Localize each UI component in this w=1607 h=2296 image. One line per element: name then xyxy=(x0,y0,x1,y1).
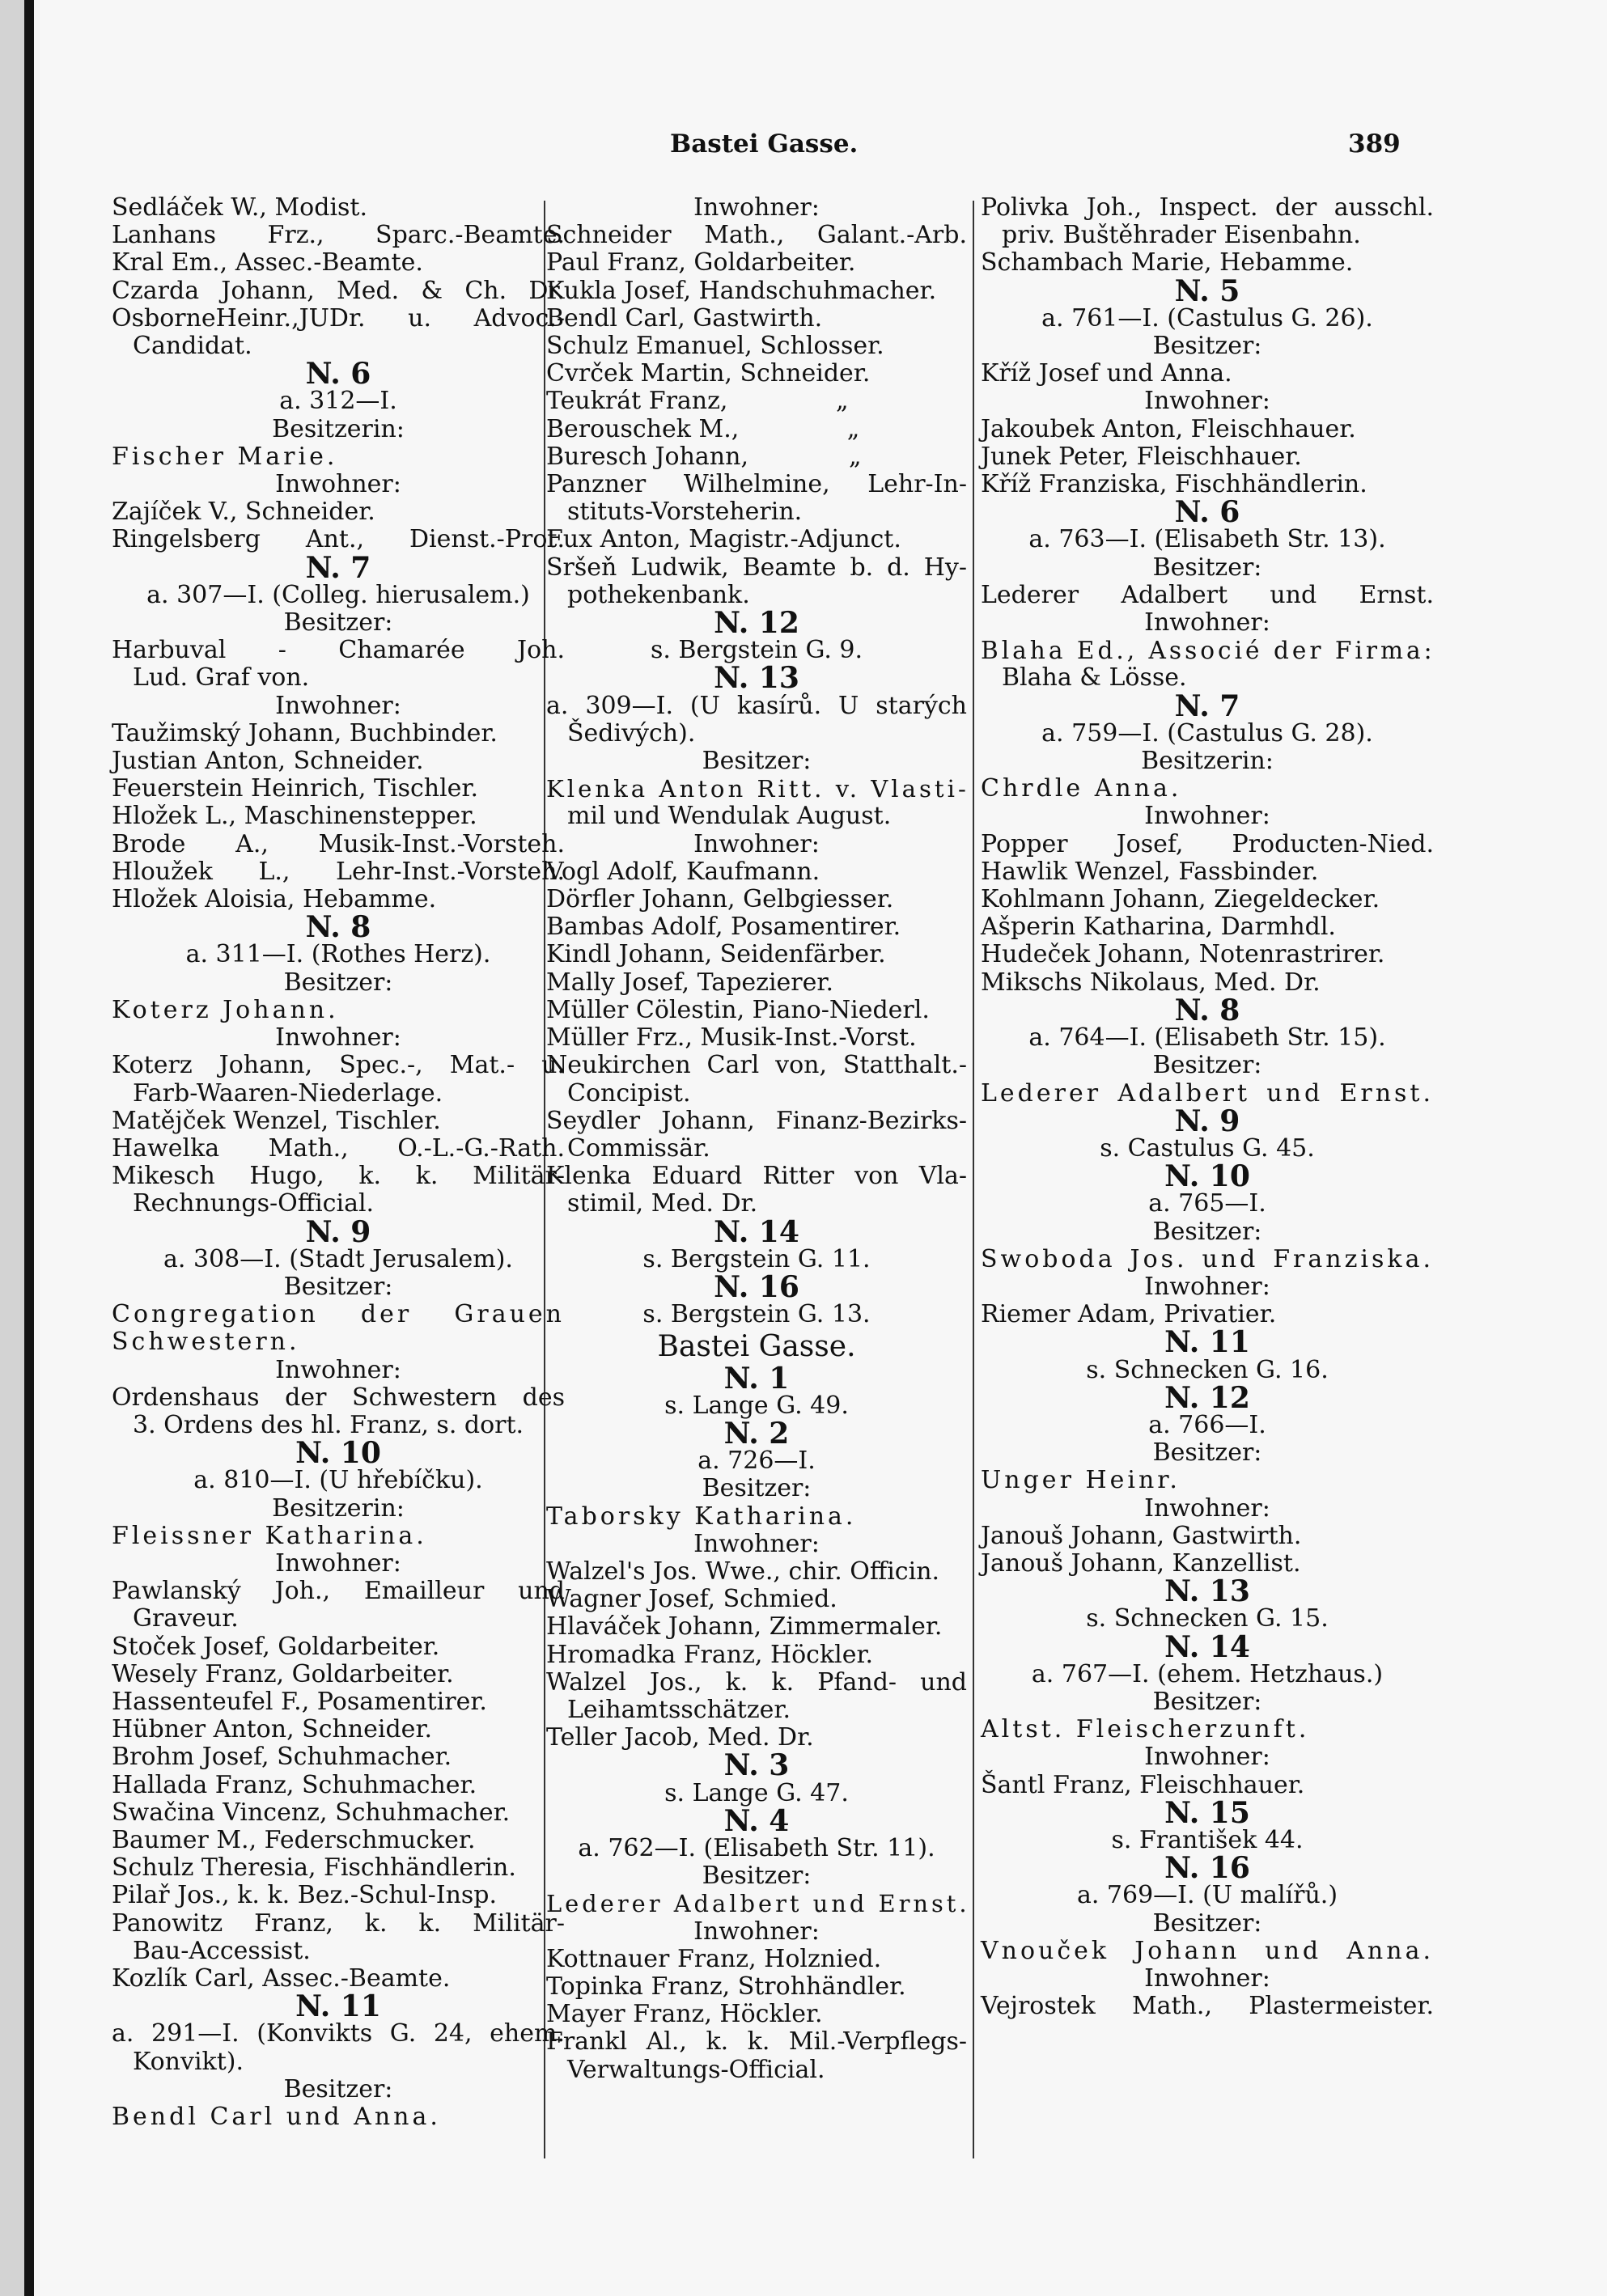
directory-line: Schulz Theresia, Fischhändlerin. xyxy=(112,1853,516,1883)
house-number: N. 5 xyxy=(1174,273,1240,308)
directory-line: Candidat. xyxy=(133,332,252,361)
directory-line: Besitzer: xyxy=(283,608,393,638)
house-number: N. 6 xyxy=(1174,495,1240,530)
directory-line: Kottnauer Franz, Holznied. xyxy=(546,1944,882,1973)
directory-line: Besitzer: xyxy=(283,1272,393,1301)
directory-line: s. Lange G. 47. xyxy=(664,1778,849,1807)
directory-line: s. Bergstein G. 11. xyxy=(642,1244,871,1273)
directory-line: Lederer Adalbert und Ernst. xyxy=(981,580,1434,609)
directory-line: Hromadka Franz, Höckler. xyxy=(546,1640,874,1669)
directory-line: Inwohner: xyxy=(693,193,820,222)
directory-line: Ašperin Katharina, Darmhdl. xyxy=(981,913,1336,942)
directory-line: Schwestern. xyxy=(112,1328,300,1357)
directory-line: Blaha Ed., Associé der Firma: xyxy=(981,637,1435,665)
directory-line: Junek Peter, Fleischhauer. xyxy=(981,442,1302,471)
directory-line: Inwohner: xyxy=(1144,1493,1270,1523)
directory-line: Besitzer: xyxy=(1152,332,1262,361)
directory-line: Buresch Johann, „ xyxy=(546,442,862,471)
house-number: N. 2 xyxy=(723,1416,790,1451)
directory-line: Kříž Josef und Anna. xyxy=(981,359,1232,388)
directory-line: Hlaváček Johann, Zimmermaler. xyxy=(546,1612,943,1642)
house-number: N. 13 xyxy=(714,661,799,696)
directory-line: Inwohner: xyxy=(1144,802,1270,831)
directory-line: Swačina Vincenz, Schuhmacher. xyxy=(112,1798,511,1827)
directory-line: s. František 44. xyxy=(1111,1825,1304,1854)
directory-line: Ringelsberg Ant., Dienst.-Prot. xyxy=(112,525,565,554)
house-number: N. 9 xyxy=(1174,1104,1240,1138)
directory-line: priv. Buštěhrader Eisenbahn. xyxy=(1002,221,1361,250)
directory-line: a. 307—I. (Colleg. hierusalem.) xyxy=(146,580,530,609)
directory-line: Berouschek M., „ xyxy=(546,414,860,443)
directory-line: Inwohner: xyxy=(275,1355,401,1384)
directory-line: Kukla Josef, Handschuhmacher. xyxy=(546,276,937,305)
directory-page xyxy=(24,0,1607,2296)
house-number: N. 12 xyxy=(714,606,799,641)
directory-line: Fux Anton, Magistr.-Adjunct. xyxy=(546,525,901,554)
column-3 xyxy=(981,194,1434,2020)
directory-line: Fleissner Katharina. xyxy=(112,1521,427,1550)
directory-line: Zajíček V., Schneider. xyxy=(112,498,375,527)
directory-line: Mally Josef, Tapezierer. xyxy=(546,968,833,997)
directory-line: Leihamtsschätzer. xyxy=(567,1695,791,1724)
house-number: N. 14 xyxy=(714,1214,799,1249)
directory-line: Teller Jacob, Med. Dr. xyxy=(546,1723,814,1752)
directory-line: Teukrát Franz, „ xyxy=(546,387,849,416)
directory-line: Mikesch Hugo, k. k. Militär- xyxy=(112,1162,565,1191)
directory-line: Lederer Adalbert und Ernst. xyxy=(546,1890,970,1918)
directory-line: s. Schnecken G. 15. xyxy=(1086,1604,1329,1633)
directory-line: Müller Cölestin, Piano-Niederl. xyxy=(546,995,930,1024)
directory-line: Klenka Anton Ritt. v. Vlasti- xyxy=(546,775,969,803)
house-number: N. 7 xyxy=(305,550,371,585)
directory-line: OsborneHeinr.,JUDr. u. Advoc.- xyxy=(112,303,565,333)
house-number: N. 11 xyxy=(1164,1325,1250,1360)
directory-line: Walzel Jos., k. k. Pfand- und xyxy=(546,1667,967,1697)
directory-line: s. Bergstein G. 13. xyxy=(642,1300,871,1329)
directory-line: Jakoubek Anton, Fleischhauer. xyxy=(981,414,1356,443)
directory-line: Inwohner: xyxy=(693,1529,820,1558)
directory-line: Inwohner: xyxy=(275,1023,401,1053)
directory-line: Bendl Carl, Gastwirth. xyxy=(546,303,823,333)
section-heading: Bastei Gasse. xyxy=(657,1330,856,1364)
directory-line: Besitzer: xyxy=(1152,1217,1262,1246)
directory-line: mil und Wendulak August. xyxy=(567,802,892,831)
directory-line: Inwohner: xyxy=(693,1917,820,1946)
directory-line: Dörfler Johann, Gelbgiesser. xyxy=(546,885,894,914)
directory-line: Taborsky Katharina. xyxy=(546,1502,857,1531)
directory-line: Lederer Adalbert und Ernst. xyxy=(981,1078,1434,1108)
directory-line: Kříž Franziska, Fischhändlerin. xyxy=(981,470,1367,499)
directory-line: Pilař Jos., k. k. Bez.-Schul-Insp. xyxy=(112,1881,498,1910)
directory-line: a. 308—I. (Stadt Jerusalem). xyxy=(163,1244,513,1273)
directory-line: Inwohner: xyxy=(275,1548,401,1578)
directory-line: Lud. Graf von. xyxy=(133,663,310,693)
directory-line: Inwohner: xyxy=(275,470,401,499)
directory-line: a. 765—I. xyxy=(1148,1189,1266,1218)
directory-line: Fischer Marie. xyxy=(112,442,338,471)
directory-line: Bendl Carl und Anna. xyxy=(112,2103,441,2132)
directory-line: 3. Ordens des hl. Franz, s. dort. xyxy=(133,1410,524,1439)
directory-line: Hawelka Math., O.-L.-G.-Rath. xyxy=(112,1133,565,1163)
house-number: N. 11 xyxy=(295,1989,381,2024)
directory-line: Rechnungs-Official. xyxy=(133,1189,375,1218)
directory-line: Walzel's Jos. Wwe., chir. Officin. xyxy=(546,1557,940,1586)
directory-line: Hloužek L., Lehr-Inst.-Vorsteh. xyxy=(112,857,565,886)
directory-line: Inwohner: xyxy=(1144,1272,1270,1301)
directory-line: a. 762—I. (Elisabeth Str. 11). xyxy=(578,1833,935,1862)
directory-line: Lanhans Frz., Sparc.-Beamte. xyxy=(112,221,565,250)
directory-line: Hallada Franz, Schuhmacher. xyxy=(112,1770,477,1799)
house-number: N. 8 xyxy=(1174,993,1240,1027)
directory-line: Neukirchen Carl von, Statthalt.- xyxy=(546,1051,967,1080)
directory-line: Mikschs Nikolaus, Med. Dr. xyxy=(981,968,1321,997)
directory-line: a. 761—I. (Castulus G. 26). xyxy=(1041,303,1373,333)
house-number: N. 15 xyxy=(1164,1795,1250,1830)
directory-line: Vejrostek Math., Plastermeister. xyxy=(981,1992,1434,2021)
directory-line: Janouš Johann, Gastwirth. xyxy=(981,1521,1302,1550)
directory-line: Besitzerin: xyxy=(272,414,405,443)
directory-line: Brohm Josef, Schuhmacher. xyxy=(112,1743,452,1772)
directory-line: Šedivých). xyxy=(567,718,696,748)
directory-line: Pawlanský Joh., Emailleur und xyxy=(112,1577,565,1606)
directory-line: s. Castulus G. 45. xyxy=(1100,1133,1315,1163)
directory-line: Inwohner: xyxy=(1144,387,1270,416)
directory-line: Wagner Josef, Schmied. xyxy=(546,1585,837,1614)
house-number: N. 6 xyxy=(305,357,371,392)
directory-line: a. 291—I. (Konvikts G. 24, ehem. xyxy=(112,2019,565,2048)
house-number: N. 10 xyxy=(1164,1159,1250,1194)
directory-line: Ordenshaus der Schwestern des xyxy=(112,1383,565,1412)
directory-line: Inwohner: xyxy=(1144,1743,1270,1772)
directory-line: Konvikt). xyxy=(133,2047,244,2076)
directory-line: Brode A., Musik-Inst.-Vorsteh. xyxy=(112,829,565,858)
directory-line: Panzner Wilhelmine, Lehr-In- xyxy=(546,470,967,499)
house-number: N. 13 xyxy=(1164,1574,1250,1609)
directory-line: Hübner Anton, Schneider. xyxy=(112,1715,433,1744)
column-rule xyxy=(973,201,974,2158)
directory-line: Farb-Waaren-Niederlage. xyxy=(133,1078,443,1108)
directory-line: Besitzer: xyxy=(283,2074,393,2103)
directory-line: Hložek Aloisia, Hebamme. xyxy=(112,885,437,914)
directory-line: Frankl Al., k. k. Mil.-Verpflegs- xyxy=(546,2027,967,2057)
directory-line: Sedláček W., Modist. xyxy=(112,193,368,222)
directory-line: Mayer Franz, Höckler. xyxy=(546,2000,823,2029)
directory-line: Klenka Eduard Ritter von Vla- xyxy=(546,1162,967,1191)
directory-line: Topinka Franz, Strohhändler. xyxy=(546,1972,906,2001)
directory-line: s. Lange G. 49. xyxy=(664,1391,849,1420)
directory-line: Stoček Josef, Goldarbeiter. xyxy=(112,1632,440,1661)
directory-line: Koterz Johann, Spec.-, Mat.- u. xyxy=(112,1051,565,1080)
directory-line: Schulz Emanuel, Schlosser. xyxy=(546,332,884,361)
directory-line: Altst. Fleischerzunft. xyxy=(981,1715,1310,1744)
directory-line: Taužimský Johann, Buchbinder. xyxy=(112,718,498,748)
directory-line: Besitzerin: xyxy=(272,1493,405,1523)
directory-line: stituts-Vorsteherin. xyxy=(567,498,803,527)
directory-line: Commissär. xyxy=(567,1133,710,1163)
directory-line: Besitzer: xyxy=(702,1474,812,1503)
directory-line: Riemer Adam, Privatier. xyxy=(981,1300,1277,1329)
directory-line: Bambas Adolf, Posamentirer. xyxy=(546,913,901,942)
directory-line: Hložek L., Maschinenstepper. xyxy=(112,802,477,831)
page-number: 389 xyxy=(1348,129,1401,159)
directory-line: Polivka Joh., Inspect. der ausschl. xyxy=(981,193,1434,222)
directory-line: a. 311—I. (Rothes Herz). xyxy=(185,940,491,969)
directory-line: a. 759—I. (Castulus G. 28). xyxy=(1041,718,1373,748)
directory-line: Matějček Wenzel, Tischler. xyxy=(112,1106,441,1135)
directory-line: Koterz Johann. xyxy=(112,995,339,1024)
directory-line: Kozlík Carl, Assec.-Beamte. xyxy=(112,1964,451,1993)
directory-line: Justian Anton, Schneider. xyxy=(112,747,424,776)
directory-line: Janouš Johann, Kanzellist. xyxy=(981,1548,1301,1578)
directory-line: a. 764—I. (Elisabeth Str. 15). xyxy=(1028,1023,1386,1053)
column-1 xyxy=(112,194,565,2131)
directory-line: Besitzer: xyxy=(1152,1687,1262,1716)
directory-line: Müller Frz., Musik-Inst.-Vorst. xyxy=(546,1023,917,1053)
directory-line: Graveur. xyxy=(133,1604,239,1633)
house-number: N. 1 xyxy=(723,1361,790,1396)
directory-line: a. 312—I. xyxy=(279,387,397,416)
directory-line: Besitzer: xyxy=(1152,553,1262,582)
directory-line: Besitzer: xyxy=(702,1862,812,1891)
directory-line: Feuerstein Heinrich, Tischler. xyxy=(112,774,479,803)
house-number: N. 7 xyxy=(1174,688,1240,723)
directory-line: Besitzer: xyxy=(283,968,393,997)
column-2 xyxy=(546,193,970,2084)
directory-line: Seydler Johann, Finanz-Bezirks- xyxy=(546,1106,967,1135)
directory-line: Hawlik Wenzel, Fassbinder. xyxy=(981,857,1319,886)
directory-line: Besitzer: xyxy=(1152,1051,1262,1080)
directory-line: Panowitz Franz, k. k. Militär- xyxy=(112,1908,565,1938)
directory-line: Inwohner: xyxy=(275,691,401,720)
running-head-title: Bastei Gasse. xyxy=(670,129,859,159)
directory-line: Concipist. xyxy=(567,1078,691,1108)
directory-line: Bau-Accessist. xyxy=(133,1936,311,1965)
house-number: N. 10 xyxy=(295,1436,381,1471)
directory-line: Blaha & Lösse. xyxy=(1002,663,1187,693)
directory-line: Paul Franz, Goldarbeiter. xyxy=(546,248,856,277)
directory-line: a. 767—I. (ehem. Hetzhaus.) xyxy=(1031,1659,1384,1688)
directory-line: Verwaltungs-Official. xyxy=(567,2055,825,2084)
directory-line: Congregation der Grauen xyxy=(112,1300,565,1329)
house-number: N. 16 xyxy=(714,1269,799,1304)
house-number: N. 12 xyxy=(1164,1380,1250,1415)
directory-line: Besitzer: xyxy=(702,747,812,776)
directory-line: Swoboda Jos. und Franziska. xyxy=(981,1244,1434,1273)
house-number: N. 9 xyxy=(305,1214,371,1249)
directory-line: Schneider Math., Galant.-Arb. xyxy=(546,221,967,250)
house-number: N. 4 xyxy=(723,1803,790,1838)
directory-line: a. 810—I. (U hřebíčku). xyxy=(193,1466,483,1495)
directory-line: a. 769—I. (U malířů.) xyxy=(1076,1881,1338,1910)
directory-line: Vnouček Johann und Anna. xyxy=(981,1936,1434,1965)
house-number: N. 8 xyxy=(305,910,371,945)
directory-line: a. 766—I. xyxy=(1148,1410,1266,1439)
directory-line: Cvrček Martin, Schneider. xyxy=(546,359,871,388)
directory-line: Hassenteufel F., Posamentirer. xyxy=(112,1687,487,1716)
directory-line: Inwohner: xyxy=(1144,1964,1270,1993)
directory-line: Šantl Franz, Fleischhauer. xyxy=(981,1770,1305,1799)
house-number: N. 16 xyxy=(1164,1851,1250,1886)
directory-line: Czarda Johann, Med. & Ch. Dr. xyxy=(112,276,565,305)
directory-line: Inwohner: xyxy=(693,829,820,858)
directory-line: a. 726—I. xyxy=(697,1447,816,1476)
binding-gutter xyxy=(24,0,34,2296)
directory-line: Kindl Johann, Seidenfärber. xyxy=(546,940,886,969)
directory-line: Popper Josef, Producten-Nied. xyxy=(981,829,1434,858)
directory-line: a. 309—I. (U kasírů. U starých xyxy=(546,691,967,720)
directory-line: Besitzerin: xyxy=(1141,747,1274,776)
directory-line: Sršeň Ludwik, Beamte b. d. Hy- xyxy=(546,553,967,582)
directory-line: Wesely Franz, Goldarbeiter. xyxy=(112,1659,454,1688)
directory-line: Inwohner: xyxy=(1144,608,1270,638)
house-number: N. 3 xyxy=(723,1748,790,1783)
directory-line: Besitzer: xyxy=(1152,1908,1262,1938)
directory-line: s. Bergstein G. 9. xyxy=(650,636,863,665)
house-number: N. 14 xyxy=(1164,1629,1250,1664)
directory-line: Schambach Marie, Hebamme. xyxy=(981,248,1354,277)
directory-line: pothekenbank. xyxy=(567,580,750,609)
directory-line: Besitzer: xyxy=(1152,1438,1262,1468)
directory-line: Unger Heinr. xyxy=(981,1466,1181,1495)
directory-line: stimil, Med. Dr. xyxy=(567,1189,758,1218)
directory-line: Vogl Adolf, Kaufmann. xyxy=(546,857,820,886)
directory-line: s. Schnecken G. 16. xyxy=(1086,1355,1329,1384)
directory-line: Kohlmann Johann, Ziegeldecker. xyxy=(981,885,1380,914)
directory-line: Hudeček Johann, Notenrastrirer. xyxy=(981,940,1385,969)
directory-line: Kral Em., Assec.-Beamte. xyxy=(112,248,423,277)
facing-page-edge xyxy=(0,0,24,2296)
directory-line: Chrdle Anna. xyxy=(981,774,1182,803)
directory-line: Harbuval - Chamarée Joh. xyxy=(112,636,565,665)
directory-line: Baumer M., Federschmucker. xyxy=(112,1825,476,1854)
directory-line: a. 763—I. (Elisabeth Str. 13). xyxy=(1028,525,1386,554)
